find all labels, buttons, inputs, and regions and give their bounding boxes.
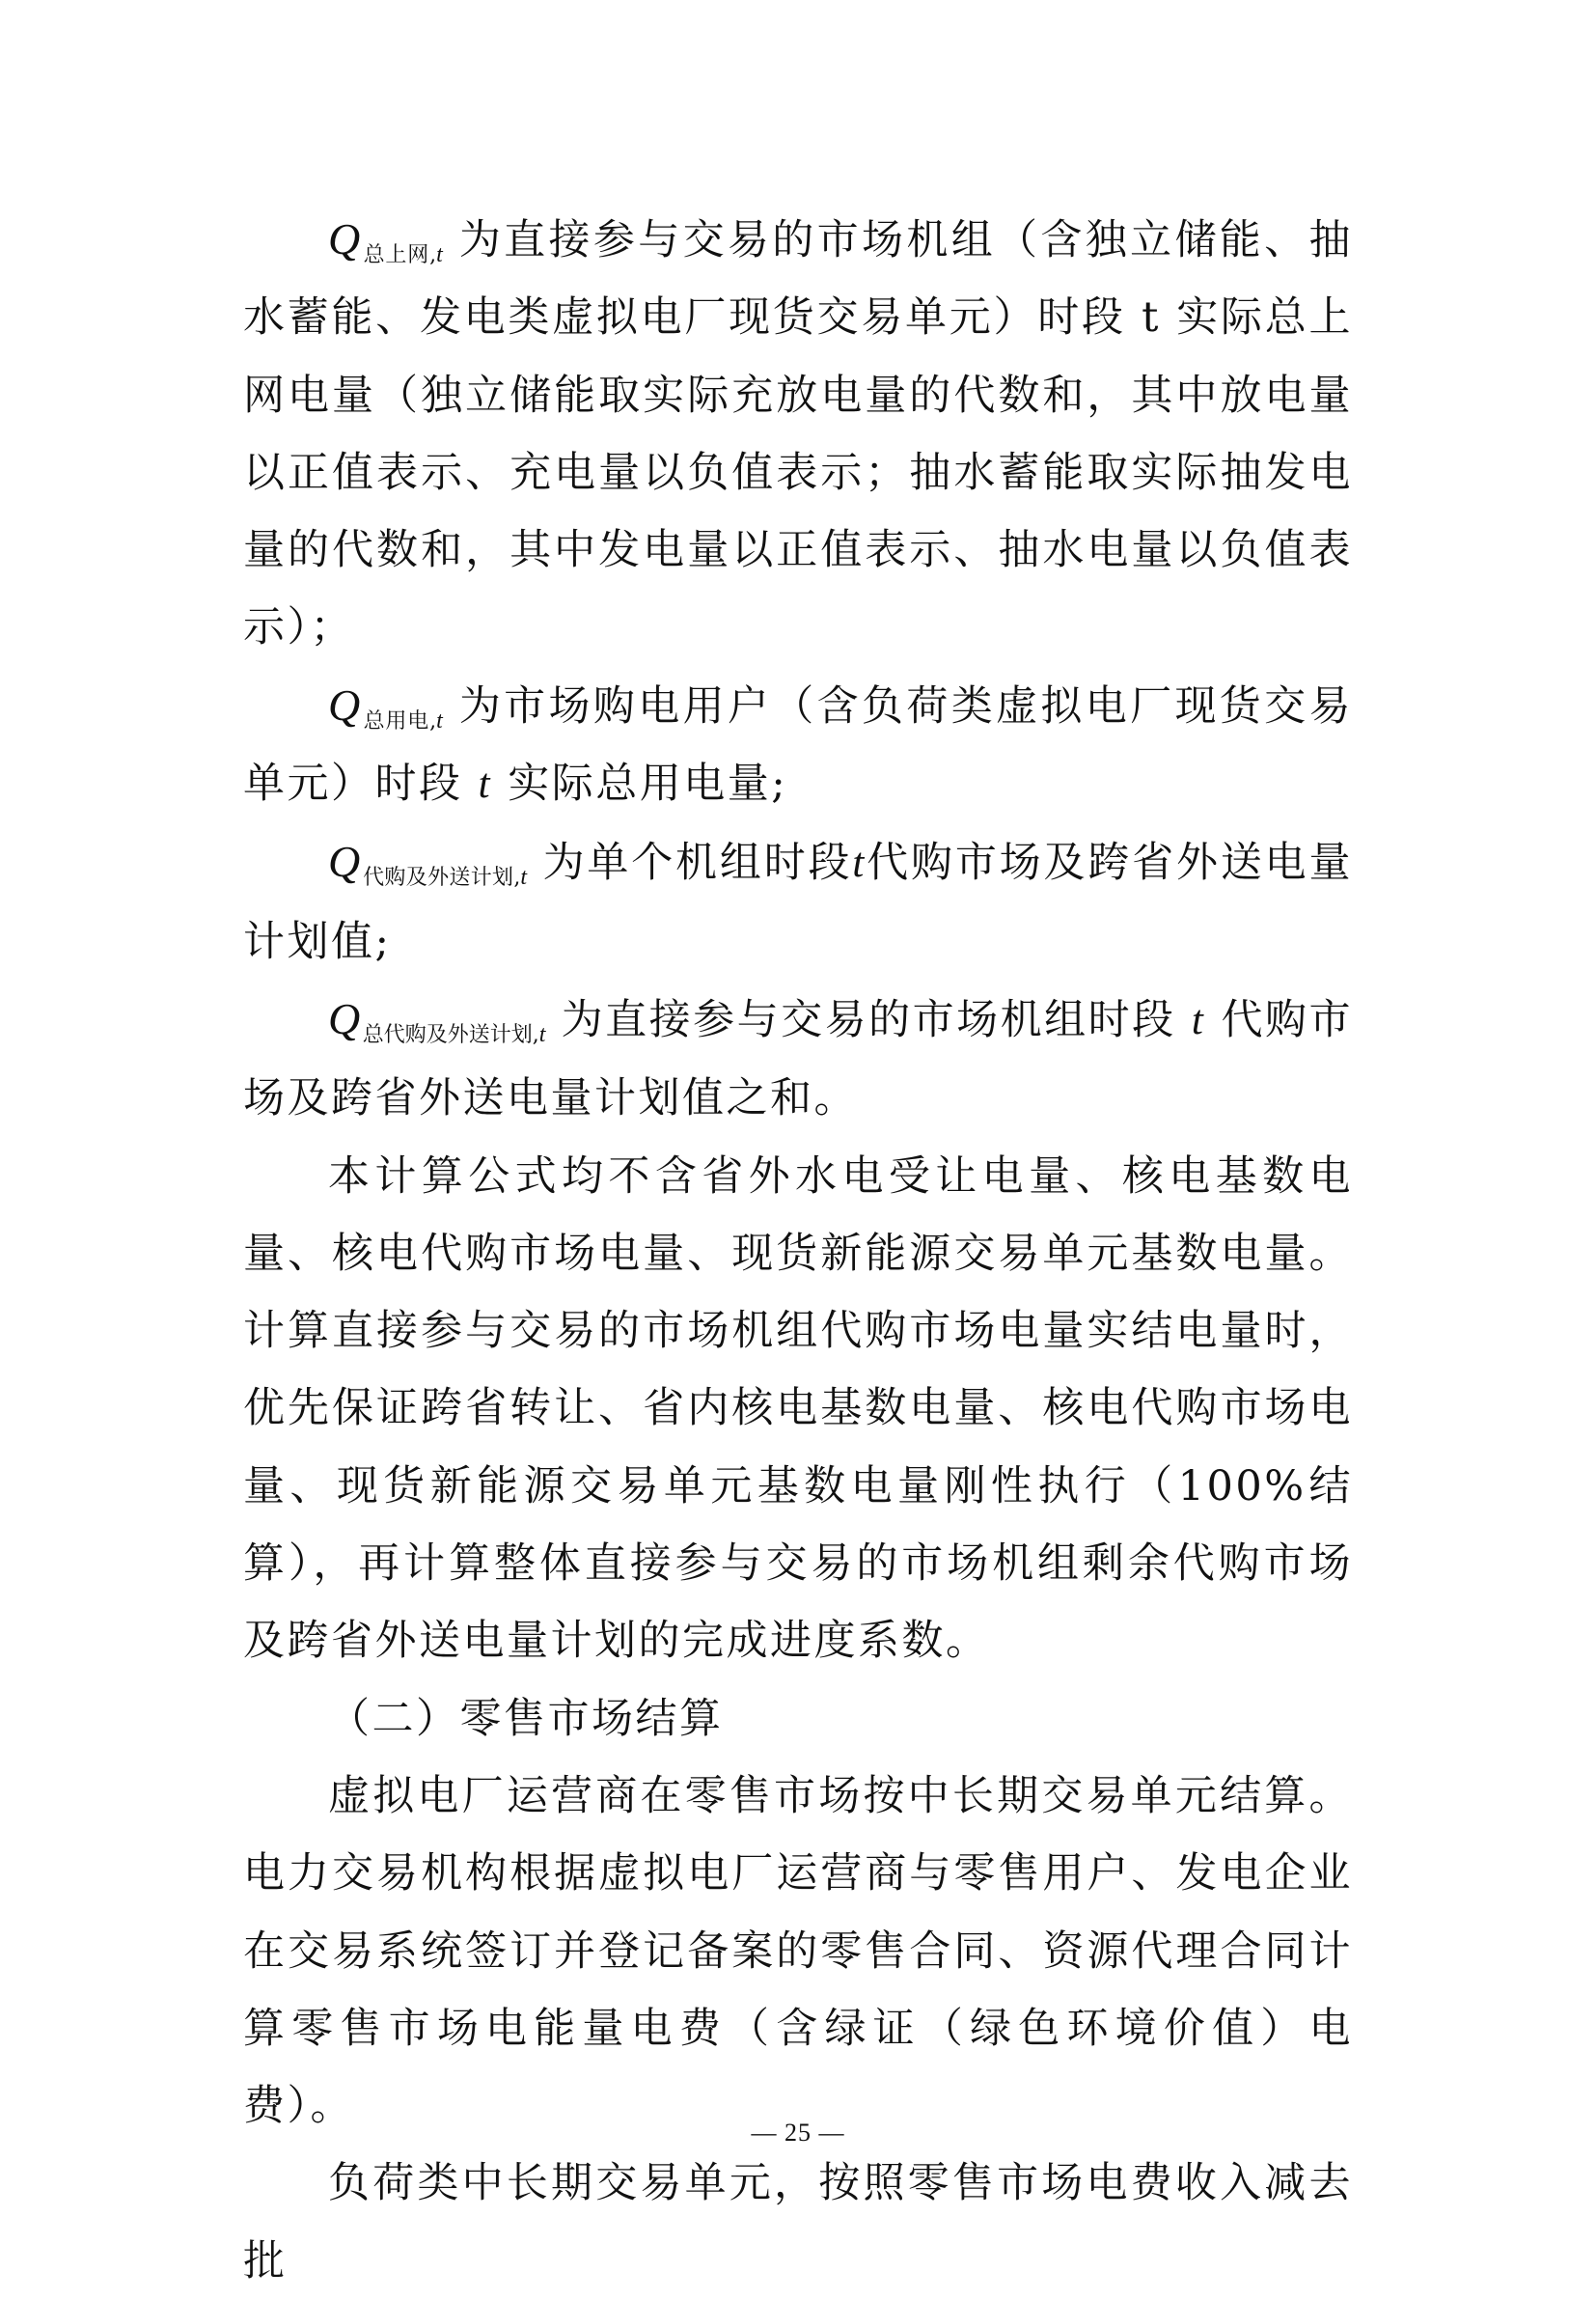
- body-paragraph-formula-note: 本计算公式均不含省外水电受让电量、核电基数电量、核电代购市场电量、现货新能源交易单元基数电量。计算直接参与交易的市场机组代购市场电量实结电量时，优先保证跨省转让、省内核电基数电量、核电代购市场电量、现货新能源交易单元基数电量刚性执行（100%结算），再计算整体直接参与交易的市场机组剩余代购市场及跨省外送电量计划的完成进度系数。: [243, 1151, 1353, 1666]
- italic-variable: t: [478, 762, 493, 808]
- italic-variable: t: [852, 841, 867, 887]
- definition-text: 为直接参与交易的市场机组（含独立储能、抽水蓄能、发电类虚拟电厂现货交易单元）时段 t 实际总上网电量（独立储能取实际充放电量的代数和，其中放电量以正值表示、充电量以负值表示；抽水蓄能取实际抽发电量的代数和，其中发电量以正值表示、抽水电量以负值表示）；: [243, 216, 1353, 652]
- body-paragraph-retail-settlement: 虚拟电厂运营商在零售市场按中长期交易单元结算。电力交易机构根据虚拟电厂运营商与零售用户、发电企业在交易系统签订并登记备案的零售合同、资源代理合同计算零售市场电能量电费（含绿证（绿色环境价值）电费）。: [243, 1771, 1353, 2131]
- italic-variable: t: [1191, 997, 1206, 1043]
- page-content: [243, 201, 1353, 2300]
- page-number: — 25 —: [751, 2119, 845, 2147]
- definition-text: 代购市场及跨省外送电量计划值;: [243, 839, 1353, 966]
- definition-paragraph-unit-plan: [243, 823, 1353, 981]
- variable-subscript: 总上网,t: [362, 242, 443, 267]
- variable-symbol: Q: [328, 837, 363, 887]
- variable-symbol: Q: [328, 993, 363, 1043]
- definition-paragraph-total-plan: [243, 981, 1353, 1138]
- definition-text: 为单个机组时段: [527, 839, 853, 888]
- variable-subscript: 总用电,t: [362, 707, 443, 734]
- variable-symbol: Q: [328, 214, 363, 263]
- variable-subscript: 总代购及外送计划,t: [362, 1021, 546, 1047]
- section-heading: （二）零售市场结算: [328, 1694, 724, 1743]
- definition-paragraph-total-grid: [243, 201, 1353, 667]
- definition-text: 实际总用电量;: [492, 760, 788, 809]
- definition-text: 代购市场及跨省外送电量计划值之和。: [243, 995, 1354, 1123]
- variable-subscript: 代购及外送计划,t: [362, 865, 528, 891]
- definition-text: 为直接参与交易的市场机组时段: [545, 995, 1192, 1044]
- definition-text: 为市场购电用户（含负荷类虚拟电厂现货交易单元）时段: [243, 681, 1353, 809]
- definition-paragraph-total-consumption: [243, 667, 1353, 824]
- body-paragraph-load-unit: 负荷类中长期交易单元，按照零售市场电费收入减去批: [243, 2159, 1353, 2286]
- variable-symbol: Q: [328, 679, 363, 730]
